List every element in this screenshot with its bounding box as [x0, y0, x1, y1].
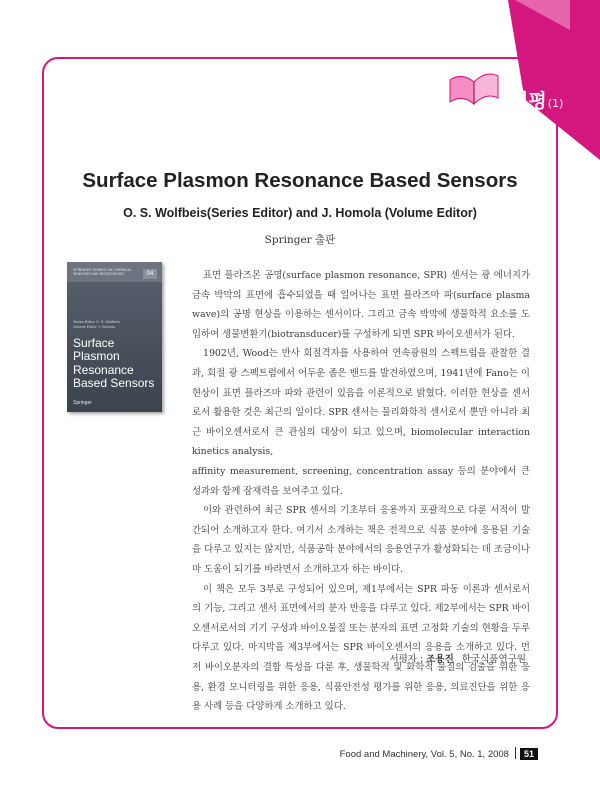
reviewer-credit — [389, 651, 526, 665]
reviewer-affiliation: 한국식품연구원 — [461, 654, 526, 665]
reviewer-prefix: 서평자 : — [389, 654, 427, 665]
paragraph: 이 책은 모두 3부로 구성되어 있으며, 제1부에서는 SPR 파동 이론과 센서로서의 기능, 그리고 센서 표면에서의 분자 반응을 다루고 있다. 제2부에서는 SPR 바이오센서로서의 기기 구성과 바이오물질 또는 분자의 표면 고정화 기술의 현황을 두루 다루고 있다. 마지막을 제3부에서는 SPR 바이오센서의 응용을 소개하고 있다. 먼저 바이오분자의 결합 특성을 다룬 후, 생물학적 및 화학적 물질의 검출을 위한 응용, 환경 모니터링을 위한 응용, 식품안전성 평가를 위한 응용, 의료진단을 위한 응용 사례 등을 다양하게 소개하고 있다. — [192, 583, 530, 713]
open-book-icon — [446, 70, 502, 106]
cover-editors — [73, 320, 120, 330]
book-publisher: Springer 출판 — [264, 234, 336, 246]
reviewer-name: 조용진 — [426, 654, 454, 665]
paragraph: 표면 플라즈몬 공명(surface plasmon resonance, SPR) 센서는 광 에너지가 금속 박막의 표면에 흡수되었을 때 일어나는 표면 플라즈마 파(surface plasma wave)의 공명 현상을 이용하는 센서이다. 그리고 금속 박막에 생물학적 요소를 도입하여 생물변환기(biotransducer)를 구성하게 되면 SPR 바이오센서가 된다. — [192, 270, 530, 340]
cover-volume: 04 — [143, 269, 157, 279]
review-body-full — [192, 462, 530, 717]
cover-publisher: Springer — [73, 400, 92, 406]
paragraph: 1902년, Wood는 반사 회절격자를 사용하여 연속광원의 스펙트럼을 관찰한 결과, 회절 광 스펙트럼에서 어두운 좁은 밴드를 발견하였으며, 1941년에 Fano는 이 현상이 표면 플라즈마 파와 관련이 있음을 이론적으로 밝혔다. 이러한 현상을 센서로서 활용한 것은 최근의 일이다. SPR 센서는 물리화학적 센서로서 뿐만 아니라 최근 바이오센서로서 큰 관심의 대상이 되고 있으며, biomolecular interaction kinetics analysis, — [192, 348, 530, 458]
section-number: (1) — [547, 97, 564, 110]
book-title: Surface Plasmon Resonance Based Sensors — [82, 169, 518, 192]
book-authors: O. S. Wolfbeis(Series Editor) and J. Homola (Volume Editor) — [123, 206, 477, 220]
review-body-wrapped — [192, 266, 530, 462]
section-label — [510, 86, 563, 113]
cover-editor-volume: Volume Editor J. Homola — [73, 325, 115, 329]
cover-series: SPRINGER SERIES ON CHEMICAL SENSORS AND BIOSENSORS — [73, 268, 132, 277]
footer-divider — [515, 747, 516, 759]
book-cover-image — [67, 262, 162, 412]
paragraph: 이와 관련하여 최근 SPR 센서의 기초부터 응용까지 포괄적으로 다룬 서적이 발간되어 소개하고자 한다. 여기서 소개하는 책은 전적으로 식품 분야에 응용된 기술을 다루고 있지는 않지만, 식품공학 분야에서의 응용연구가 활성화되는 데 조금이나마 도움이 되기를 바라면서 소개하고자 하는 바이다. — [192, 505, 530, 575]
paragraph: affinity measurement, screening, concentration assay 등의 분야에서 큰 성과와 함께 잠재력을 보여주고 있다. — [192, 466, 530, 497]
journal-citation: Food and Machinery, Vol. 5, No. 1, 2008 — [339, 749, 509, 760]
cover-editor-series: Series Editor O. S. Wolfbeis — [73, 320, 120, 324]
section-title: 서평 — [510, 90, 547, 112]
cover-title: Surface Plasmon Resonance Based Sensors — [73, 336, 155, 391]
page-number: 51 — [520, 748, 538, 760]
page-footer — [340, 747, 538, 760]
